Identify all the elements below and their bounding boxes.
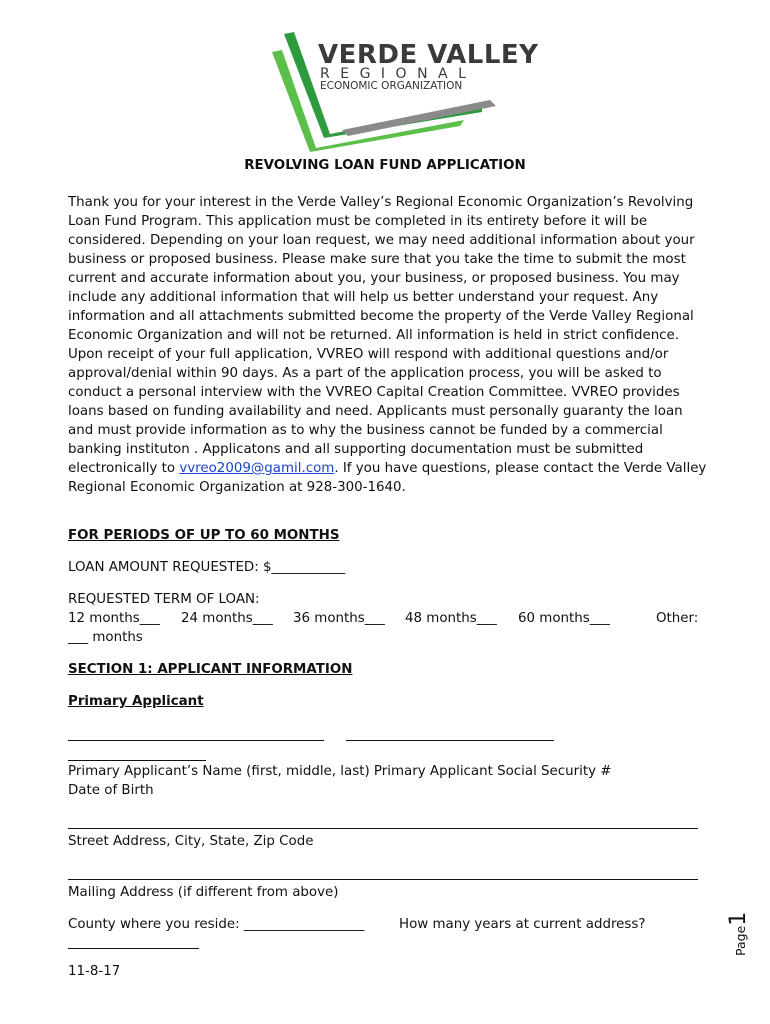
form-date: 11-8-17 xyxy=(68,964,121,979)
logo-title-text: VERDE VALLEY xyxy=(318,40,539,70)
loan-amount-field[interactable]: LOAN AMOUNT REQUESTED: $___________ xyxy=(68,560,346,575)
logo-economic-text: ECONOMIC ORGANIZATION xyxy=(320,80,463,92)
term-other-months-field[interactable]: ___ months xyxy=(68,630,143,645)
term-label: REQUESTED TERM OF LOAN: xyxy=(68,592,260,607)
county-field[interactable]: County where you reside: __________________ xyxy=(68,917,365,932)
mailing-address-line[interactable] xyxy=(68,879,698,880)
term-other-option[interactable]: Other: xyxy=(656,611,699,626)
intro-text-end: . If you have questions, please contact the Verde Valley Regional Economic Organization at 928-300-1640. xyxy=(68,461,707,495)
intro-paragraph xyxy=(68,193,708,497)
applicant-name-line[interactable] xyxy=(68,740,324,741)
mailing-address-label: Mailing Address (if different from above) xyxy=(68,885,339,900)
dob-label: Date of Birth xyxy=(68,783,154,798)
street-address-line[interactable] xyxy=(68,828,698,829)
term-36-option[interactable]: 36 months___ xyxy=(293,611,385,626)
section1-heading: SECTION 1: APPLICANT INFORMATION xyxy=(68,662,353,677)
term-24-option[interactable]: 24 months___ xyxy=(181,611,273,626)
page-number: 1 xyxy=(726,911,751,926)
logo-regional-text: REGIONAL xyxy=(320,66,477,82)
street-address-label: Street Address, City, State, Zip Code xyxy=(68,834,314,849)
intro-text: Thank you for your interest in the Verde Valley’s Regional Economic Organization’s Revolving Loan Fund Program. This application must be completed in its entirety before it will be considered. Depending on your loan request, we may need additional information about your business or proposed business. Please make sure that you take the time to submit the most current and accurate information about you, your business, or proposed business. You may include any additional information that will help us better understand your request. Any information and all attachments submitted become the property of the Verde Valley Regional Economic Organization and will not be returned. All information is held in strict confidence. Upon receipt of your full application, VVREO will respond with additional questions and/or approval/denial within 90 days. As a part of the application process, you will be asked to conduct a personal interview with the VVREO Capital Creation Committee. VVREO provides loans based on funding availability and need. Applicants must personally guaranty the loan and must provide information as to why the business cannot be funded by a commercial banking instituton . Applicatons and all supporting documentation must be submitted electronically to xyxy=(68,195,695,476)
term-60-option[interactable]: 60 months___ xyxy=(518,611,610,626)
name-ssn-label: Primary Applicant’s Name (first, middle, last) Primary Applicant Social Security # xyxy=(68,764,612,779)
primary-applicant-heading: Primary Applicant xyxy=(68,694,204,709)
years-at-address-line[interactable] xyxy=(68,948,199,949)
years-at-address-label: How many years at current address? xyxy=(399,917,646,932)
period-heading: FOR PERIODS OF UP TO 60 MONTHS xyxy=(68,528,340,543)
page-label: Page xyxy=(733,925,748,956)
form-title: REVOLVING LOAN FUND APPLICATION xyxy=(244,158,526,173)
page-indicator xyxy=(726,912,751,956)
email-link[interactable]: vvreo2009@gamil.com xyxy=(179,461,335,476)
applicant-ssn-line[interactable] xyxy=(346,740,554,741)
term-48-option[interactable]: 48 months___ xyxy=(405,611,497,626)
page-number-box xyxy=(716,900,766,960)
applicant-dob-line[interactable] xyxy=(68,760,206,761)
term-12-option[interactable]: 12 months___ xyxy=(68,611,160,626)
